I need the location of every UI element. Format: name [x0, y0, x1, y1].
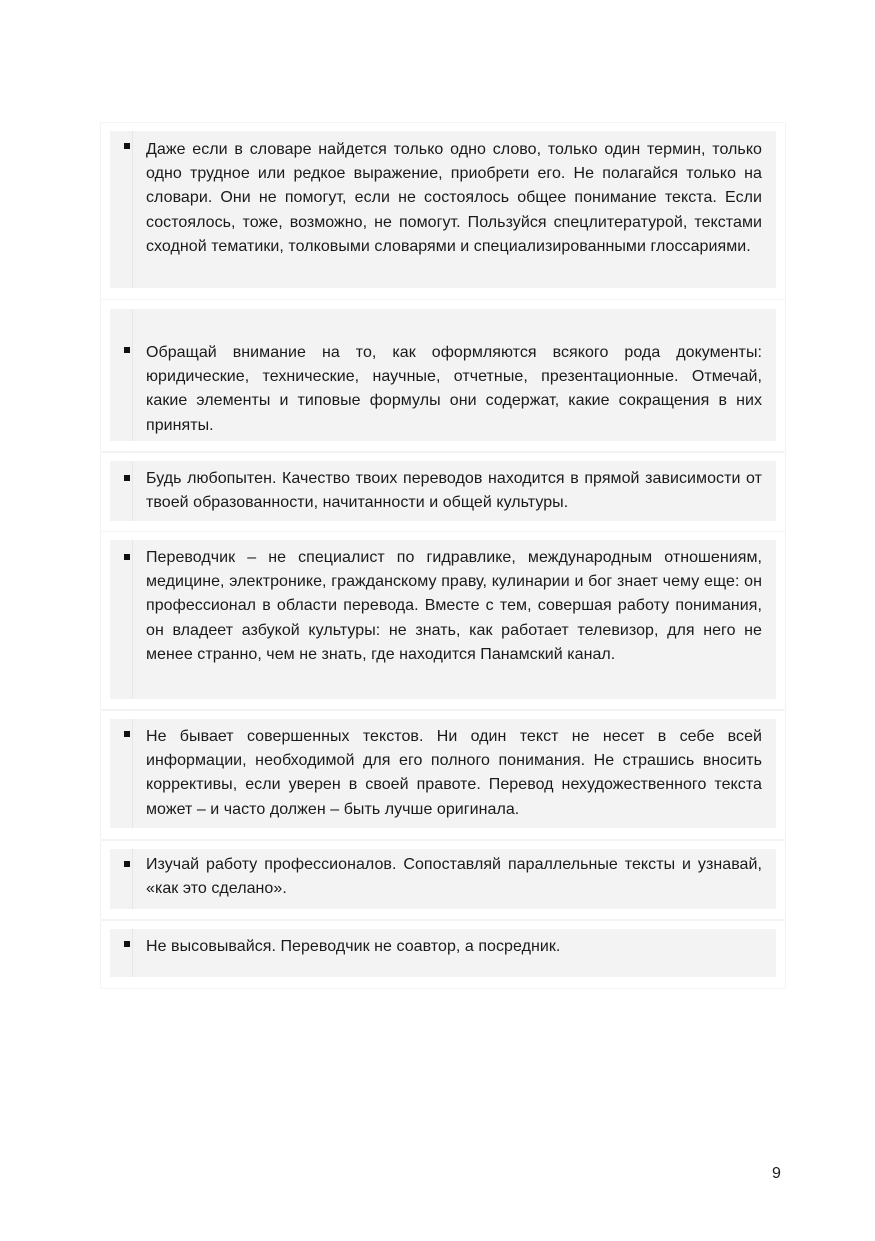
bullet-icon	[124, 143, 130, 149]
bullet-icon	[124, 941, 130, 947]
advice-text: Переводчик – не специалист по гидравлике, международным отношениям, медицине, электронике, гражданскому праву, кулинарии и бог знает чему еще: он профессионал в области перевода. Вместе с тем, совершая работу понимания, он владеет азбукой культуры: не знать, как работает телевизор, для него не менее странно, чем не знать, где находится Панамский канал.	[146, 549, 762, 663]
advice-item-6	[110, 849, 776, 909]
advice-text: Будь любопытен. Качество твоих переводов находится в прямой зависимости от твоей образованности, начитанности и общей культуры.	[146, 470, 762, 512]
advice-text: Не бывает совершенных текстов. Ни один текст не несет в себе всей информации, необходимой для его полного понимания. Не страшись вносить коррективы, если уверен в своей правоте. Перевод нехудожественного текста может – и часто должен – быть лучше оригинала.	[146, 728, 762, 818]
bullet-icon	[124, 861, 130, 867]
bullet-icon	[124, 731, 130, 737]
advice-item-5	[110, 719, 776, 828]
advice-text: Обращай внимание на то, как оформляются всякого рода документы: юридические, технические, научные, отчетные, презентационные. Отмечай, какие элементы и типовые формулы они содержат, какие сокращения в них приняты.	[146, 344, 762, 434]
advice-item-3	[110, 461, 776, 521]
page-number: 9	[772, 1165, 781, 1182]
bullet-icon	[124, 475, 130, 481]
advice-text: Не высовывайся. Переводчик не соавтор, а посредник.	[146, 938, 561, 955]
bullet-icon	[124, 554, 130, 560]
bullet-icon	[124, 347, 130, 353]
advice-item-1	[110, 131, 776, 288]
advice-item-4	[110, 540, 776, 699]
advice-text: Даже если в словаре найдется только одно слово, только один термин, только одно трудное или редкое выражение, приобрети его. Не полагайся только на словари. Они не помогут, если не состоялось общее понимание текста. Если состоялось, тоже, возможно, не помогут. Пользуйся спецлитературой, текстами сходной тематики, толковыми словарями и специализированными глоссариями.	[146, 141, 762, 255]
advice-text: Изучай работу профессионалов. Сопоставляй параллельные тексты и узнавай, «как это сделано».	[146, 856, 762, 898]
advice-item-7	[110, 929, 776, 977]
advice-item-2	[110, 309, 776, 441]
